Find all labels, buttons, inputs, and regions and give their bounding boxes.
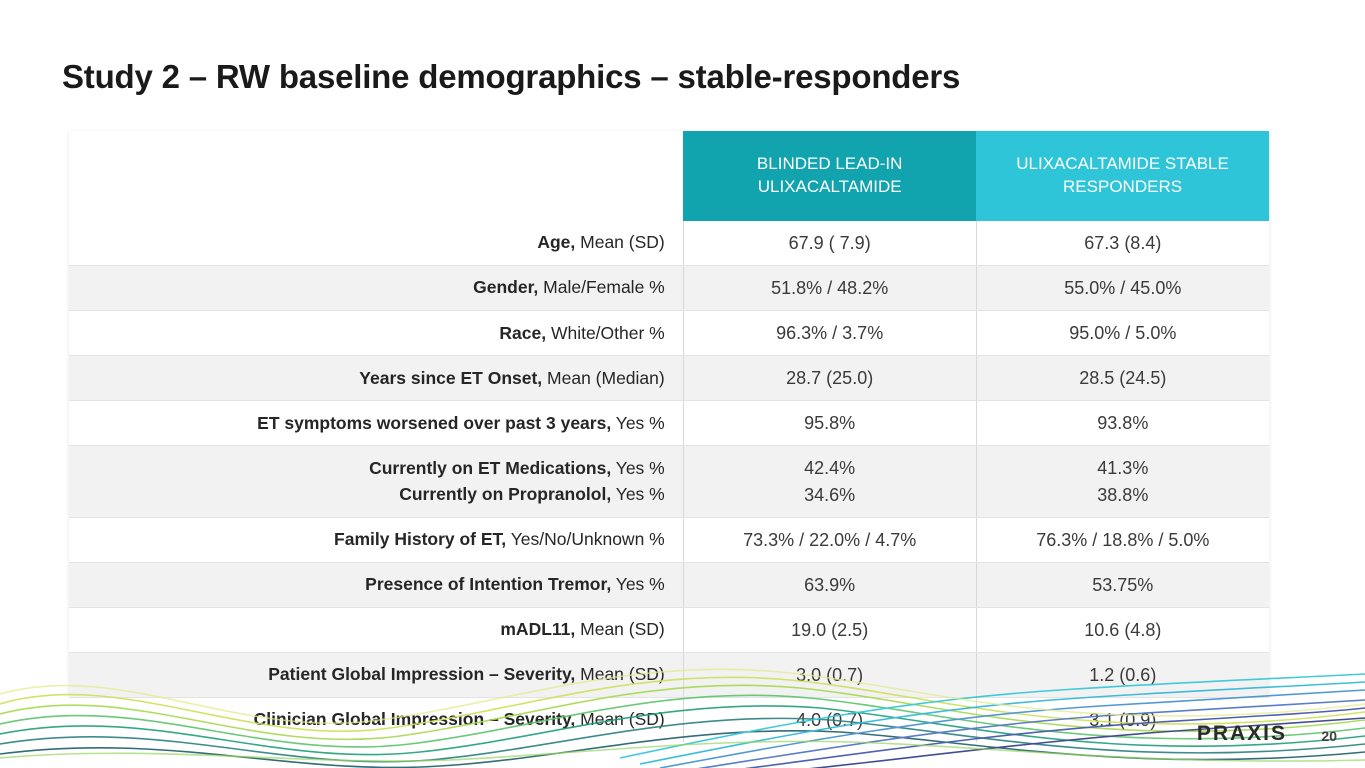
row-label-bold: mADL11, [500,619,576,640]
row-label-bold: Clinician Global Impression – Severity, [253,709,576,730]
table-body [69,221,1269,742]
row-label-rest: White/Other % [546,322,665,343]
table-row [69,652,1269,697]
row-value-col2: 53.75% [976,562,1269,607]
row-value-col2: 76.3% / 18.8% / 5.0% [976,517,1269,562]
row-value-col2: 10.6 (4.8) [976,607,1269,652]
table-row [69,401,1269,446]
brand-text: PRAXIS [1196,722,1287,745]
row-label-rest: Yes % [611,458,665,479]
row-value-col2: 67.3 (8.4) [976,221,1269,266]
row-value-col2: 28.5 (24.5) [976,356,1269,401]
row-label-rest: Mean (SD) [575,664,665,685]
row-value-col1: 67.9 ( 7.9) [683,221,976,266]
row-label [69,221,683,266]
demographics-table-card [69,131,1269,731]
row-label [69,562,683,607]
table-header-row [69,131,1269,221]
row-label [69,266,683,311]
table-header [69,131,1269,221]
header-cell-blank [69,131,683,221]
row-label-bold: Family History of ET, [334,529,507,550]
row-label-rest: Yes % [611,412,665,433]
row-value-col1: 73.3% / 22.0% / 4.7% [683,517,976,562]
row-label-rest: Male/Female % [538,277,665,298]
row-label-bold: ET symptoms worsened over past 3 years, [257,412,612,433]
row-value-col1: 4.0 (0.7) [683,698,976,743]
row-label-bold: Age, [537,232,576,253]
page-number: 20 [1321,728,1337,744]
demographics-table [69,131,1269,742]
row-value-col1: 95.8% [683,401,976,446]
row-label-bold-2: Currently on Propranolol, [399,483,612,504]
row-label-rest: Mean (SD) [575,709,665,730]
row-label [69,517,683,562]
table-row [69,311,1269,356]
table-row [69,221,1269,266]
row-label-rest: Mean (SD) [575,232,665,253]
table-row [69,562,1269,607]
table-row-medications [69,446,1269,517]
praxis-logo [1197,722,1287,746]
row-value-col2: 3.1 (0.9) [976,698,1269,743]
row-label-bold: Race, [499,322,547,343]
row-label-bold: Currently on ET Medications, [369,458,612,479]
row-value-col2-line2: 38.8% [1097,484,1149,505]
row-label-rest: Yes/No/Unknown % [506,529,665,550]
row-label [69,356,683,401]
row-label [69,311,683,356]
row-label-bold: Presence of Intention Tremor, [365,574,612,595]
row-value-col1: 96.3% / 3.7% [683,311,976,356]
table-row [69,356,1269,401]
table-row [69,607,1269,652]
table-row [69,517,1269,562]
row-label [69,401,683,446]
row-label [69,446,683,517]
row-value-col1: 28.7 (25.0) [683,356,976,401]
row-value-col1 [683,446,976,517]
row-value-col1-line1: 42.4% [804,458,856,479]
row-label [69,607,683,652]
row-value-col2-line1: 41.3% [1097,458,1149,479]
row-label-rest: Mean (SD) [575,619,665,640]
row-label-rest: Yes % [611,574,665,595]
row-label-bold: Gender, [473,277,539,298]
row-value-col1: 51.8% / 48.2% [683,266,976,311]
row-value-col2: 55.0% / 45.0% [976,266,1269,311]
row-value-col1: 63.9% [683,562,976,607]
row-label [69,698,683,743]
header-cell-blinded-lead-in: BLINDED LEAD-IN ULIXACALTAMIDE [683,131,976,221]
page-title: Study 2 – RW baseline demographics – stable-responders [62,58,961,95]
row-label-bold: Years since ET Onset, [359,367,543,388]
row-label-rest: Mean (Median) [542,367,665,388]
row-value-col2: 95.0% / 5.0% [976,311,1269,356]
row-label-rest-2: Yes % [611,483,665,504]
row-label [69,652,683,697]
row-value-col2: 1.2 (0.6) [976,652,1269,697]
row-label-bold: Patient Global Impression – Severity, [268,664,576,685]
row-value-col2: 93.8% [976,401,1269,446]
table-row [69,266,1269,311]
header-cell-stable-responders: ULIXACALTAMIDE STABLE RESPONDERS [976,131,1269,221]
table-row [69,698,1269,743]
row-value-col1: 19.0 (2.5) [683,607,976,652]
row-value-col2 [976,446,1269,517]
row-value-col1-line2: 34.6% [804,484,856,505]
row-value-col1: 3.0 (0.7) [683,652,976,697]
